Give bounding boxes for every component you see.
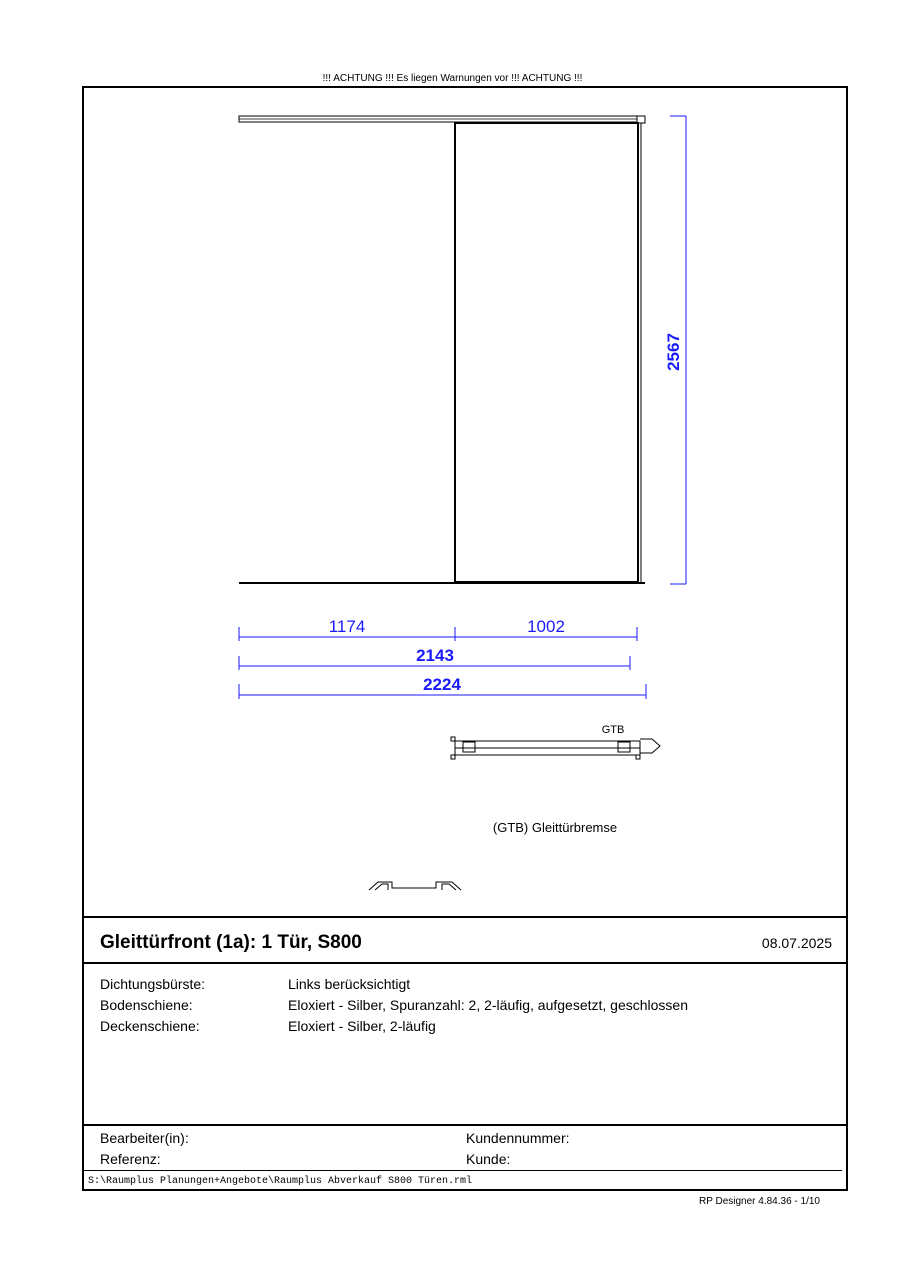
property-label: Bodenschiene: (100, 997, 193, 1013)
editor-label: Bearbeiter(in): (100, 1130, 189, 1146)
left-section-dimension: 1174 (328, 617, 366, 636)
footer-divider (82, 1124, 848, 1126)
customer-label: Kunde: (466, 1151, 511, 1167)
property-row (100, 995, 688, 1016)
title-bar (82, 916, 848, 964)
date: 08.07.2025 (761, 935, 832, 951)
property-row (100, 974, 688, 995)
reference-label: Referenz: (100, 1151, 161, 1167)
property-label: Deckenschiene: (100, 1018, 200, 1034)
inner-width-dimension: 2143 (416, 646, 454, 665)
property-value: Links berücksichtigt (288, 976, 411, 992)
floor-rail-profile (369, 882, 461, 890)
version-info: RP Designer 4.84.36 - 1/10 (698, 1196, 820, 1207)
file-path: S:\Raumplus Planungen+Angebote\Raumplus Abverkauf S800 Türen.rml (88, 1176, 473, 1187)
property-value: Eloxiert - Silber, Spuranzahl: 2, 2-läufig, aufgesetzt, geschlossen (288, 997, 688, 1013)
customer-number-label: Kundennummer: (466, 1130, 570, 1146)
total-width-dimension: 2224 (423, 675, 461, 694)
gtb-label: GTB (601, 724, 625, 736)
page-title: Gleittürfront (1a): 1 Tür, S800 (100, 932, 362, 953)
warning-banner: !!! ACHTUNG !!! Es liegen Warnungen vor !!! ACHTUNG !!! (322, 73, 583, 84)
property-row (100, 1016, 688, 1037)
gtb-caption: (GTB) Gleittürbremse (492, 820, 618, 835)
path-divider (82, 1170, 842, 1171)
height-dimension-label: 2567 (664, 333, 683, 371)
door-top-view (451, 737, 660, 759)
door-panel (455, 123, 641, 583)
right-section-dimension: 1002 (527, 617, 565, 636)
top-rail (239, 116, 645, 123)
property-label: Dichtungsbürste: (100, 976, 206, 992)
property-value: Eloxiert - Silber, 2-läufig (288, 1018, 436, 1034)
properties-list (100, 974, 688, 1037)
